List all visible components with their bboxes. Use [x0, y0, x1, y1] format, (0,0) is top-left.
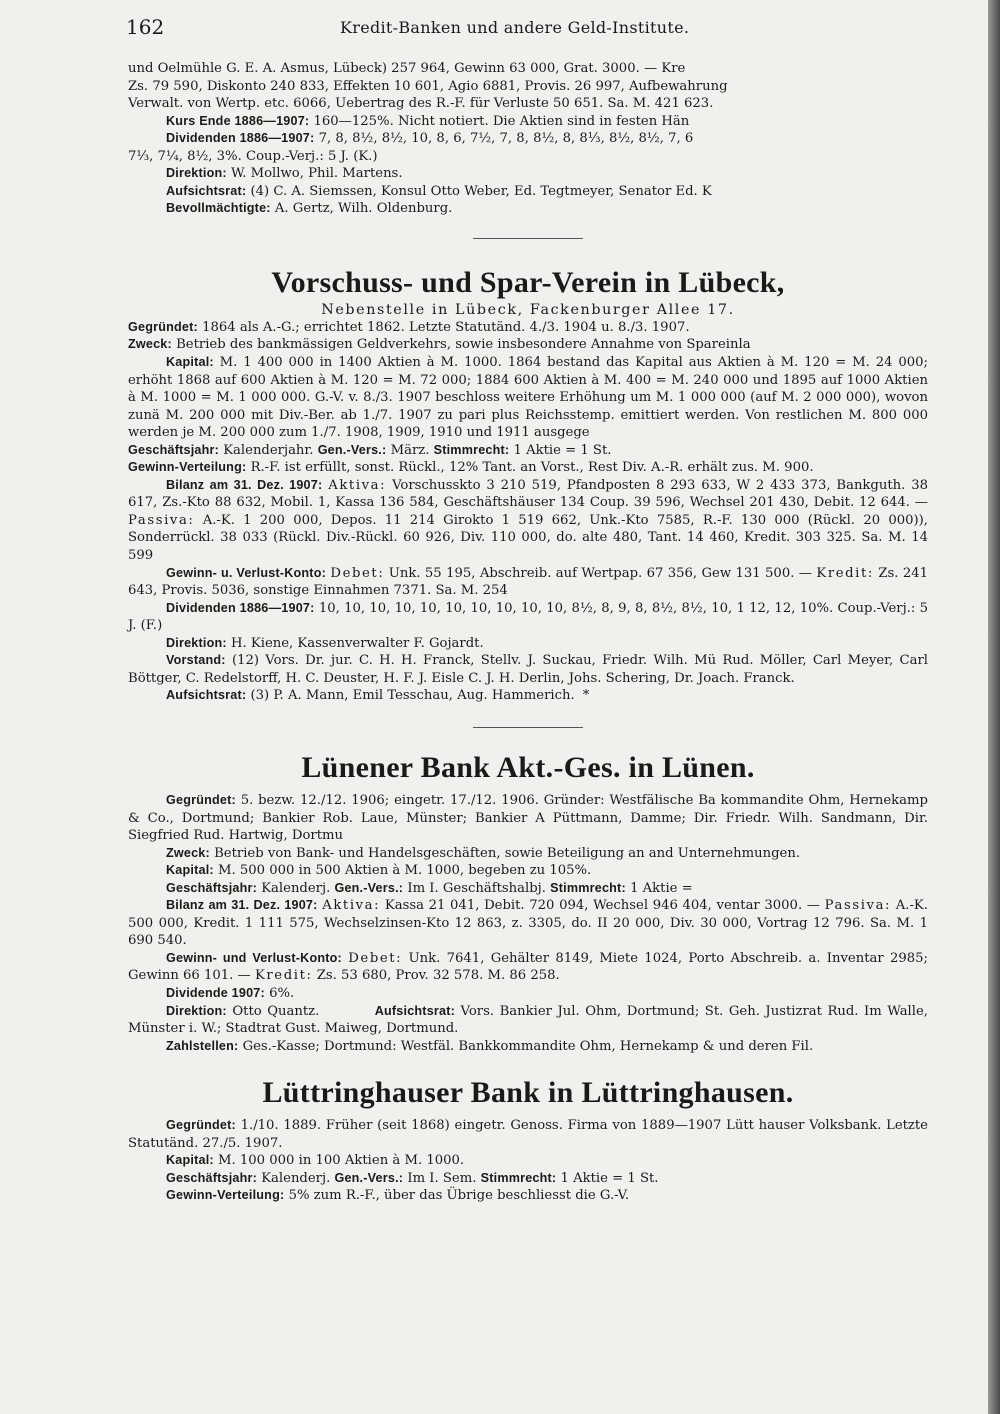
- aufsichtsrat-label: Aufsichtsrat:: [166, 688, 247, 703]
- dividenden-label: Dividenden 1886—1907:: [166, 600, 315, 615]
- dividende-label: Dividende 1907:: [166, 985, 265, 1000]
- geschaeftsjahr-line: [128, 1170, 928, 1188]
- entry-title: Vorschuss- und Spar-Verein in Lübeck,: [271, 265, 785, 299]
- zweck-label: Zweck:: [128, 337, 172, 352]
- aufsichtsrat-text: (3) P. A. Mann, Emil Tesschau, Aug. Hammerich.: [250, 688, 575, 704]
- section-gap: [128, 1055, 928, 1075]
- kapital-line: [128, 354, 928, 442]
- page-number: 162: [126, 15, 165, 39]
- gewinnverteilung-text: 5% zum R.-F., über das Übrige beschliesst die G.-V.: [288, 1188, 630, 1204]
- stimmrecht-label: Stimmrecht:: [480, 1170, 557, 1185]
- kurs-text: 160—125%. Nicht notiert. Die Aktien sind in festen Hän: [313, 113, 690, 129]
- bilanz-line: [128, 477, 928, 565]
- dividends-line: [128, 130, 928, 148]
- aufsichtsrat-label: Aufsichtsrat:: [374, 1003, 455, 1018]
- running-title: Kredit-Banken und andere Geld-Institute.: [340, 18, 690, 37]
- direktion-text: Otto Quantz.: [232, 1003, 320, 1019]
- direktion-label: Direktion:: [166, 635, 227, 650]
- kapital-text: M. 1 400 000 in 1400 Aktien à M. 1000. 1864 bestand das Kapital aus Aktien à M. 120 = M. 24 000; erhöht 1868 auf 600 Aktien à M. 120 = M. 72 000; 1884 600 Aktien à M. 400 = M. 240 000 und 1895 auf 1000 Aktien à M. 1000 = M. 1 000 000. G.-V. v. 8./3. 1907 beschloss weitere Erhöhung um M. 1 000 000 (auf M. 2 000 000), wovon zunä M. 200 000 mit Div.-Ber. ab 1./7. 1907 zu pari plus Reichsstemp. emittiert werden. Von restlichen M. 800 000 werden je M. 200 000 zum 1./7. 1908, 1909, 1910 und 1911 ausgege: [128, 355, 928, 441]
- passiva-label: Passiva:: [824, 898, 892, 914]
- zweck-line: [128, 845, 928, 863]
- direktion-line: [128, 165, 928, 183]
- zweck-label: Zweck:: [166, 845, 210, 860]
- passiva-label: Passiva:: [128, 512, 195, 528]
- genvers-label: Gen.-Vers.:: [317, 442, 387, 457]
- aufsichtsrat-text: Vors. Bankier Jul. Ohm, Dortmund; St. Geh. Justizrat Rud. Im Walle, Münster i. W.; Stadtrat Gust. Maiweg, Dortmund.: [128, 1003, 928, 1037]
- aufsichtsrat-line: [128, 687, 928, 705]
- kapital-label: Kapital:: [166, 863, 214, 878]
- zahlstellen-text: Ges.-Kasse; Dortmund: Westfäl. Bankkommandite Ohm, Hernekamp & und deren Fil.: [242, 1038, 814, 1054]
- guv-kredit-text: Zs. 241 643, Provis. 5036, sonstige Einnahmen 7371. Sa. M. 254: [128, 565, 929, 599]
- bilanz-line: [128, 897, 928, 950]
- genvers-label: Gen.-Vers.:: [334, 1170, 404, 1185]
- continuation-text-3: Verwalt. von Wertp. etc. 6066, Uebertrag des R.-F. für Verluste 50 651. Sa. M. 421 623.: [128, 96, 714, 112]
- gegruendet-line: [128, 1117, 928, 1152]
- genvers-text: Im I. Sem.: [407, 1170, 477, 1186]
- dividenden-line: [128, 600, 928, 635]
- kapital-label: Kapital:: [166, 355, 214, 370]
- bevollmaechtigte-text: A. Gertz, Wilh. Oldenburg.: [274, 201, 453, 217]
- bilanz-passiva-text: A.-K. 500 000, Kredit. 1 111 575, Wechselzinsen-Kto 12 863, z. 3305, do. II 20 000, Div. 30 000, Vortrag 12 796. Sa. M. 1 690 540.: [128, 898, 928, 949]
- geschaeftsjahr-label: Geschäftsjahr:: [166, 1170, 257, 1185]
- bilanz-label: Bilanz am 31. Dez. 1907:: [166, 898, 318, 913]
- direktion-line: [128, 1003, 928, 1038]
- guv-line: [128, 565, 928, 600]
- aufsichtsrat-text: (4) C. A. Siemssen, Konsul Otto Weber, Ed. Tegtmeyer, Senator Ed. K: [250, 183, 712, 199]
- continuation-text-2: Zs. 79 590, Diskonto 240 833, Effekten 10 601, Agio 6881, Provis. 26 997, Aufbewahrung: [128, 78, 728, 94]
- aufsichtsrat-line: [128, 183, 928, 201]
- geschaeftsjahr-text: Kalenderj.: [261, 1170, 331, 1186]
- gegruendet-label: Gegründet:: [166, 1118, 236, 1133]
- geschaeftsjahr-text: Kalenderj.: [261, 880, 331, 896]
- dividends-label: Dividenden 1886—1907:: [166, 131, 315, 146]
- gewinnverteilung-text: R.-F. ist erfüllt, sonst. Rückl., 12% Tant. an Vorst., Rest Div. A.-R. erhält zus. M. 900.: [250, 460, 814, 476]
- guv-debet-text: Unk. 55 195, Abschreib. auf Wertpap. 67 356, Gew 131 500. —: [388, 565, 812, 581]
- stimmrecht-text: 1 Aktie = 1 St.: [513, 442, 612, 458]
- kurs-label: Kurs Ende 1886—1907:: [166, 113, 310, 128]
- guv-debet-text: Unk. 7641, Gehälter 8149, Miete 1024, Porto Abschreib. a. Inventar 2985; Gewinn 66 101. —: [128, 950, 928, 984]
- bilanz-aktiva-text: Kassa 21 041, Debit. 720 094, Wechsel 946 404, ventar 3000. —: [384, 898, 820, 914]
- bilanz-passiva-text: A.-K. 1 200 000, Depos. 11 214 Girokto 1 519 662, Unk.-Kto 7585, R.-F. 130 000 (Rückl. 20 000)), Sonderrückl. 38 033 (Rückl. Div.-Rückl. 60 926, Div. 110 000, do. alte 480, Tant. 14 460, Kredit. 303 325. Sa. M. 14 599: [128, 512, 928, 564]
- kredit-label: Kredit:: [816, 565, 874, 581]
- stimmrecht-text: 1 Aktie =: [630, 880, 693, 896]
- guv-label: Gewinn- und Verlust-Konto:: [166, 950, 342, 965]
- direktion-text: W. Mollwo, Phil. Martens.: [230, 166, 403, 182]
- kapital-text: M. 100 000 in 100 Aktien à M. 1000.: [217, 1153, 465, 1169]
- aktiva-label: Aktiva:: [322, 898, 381, 914]
- dividends-line-2: 7⅓, 7¼, 8½, 3%. Coup.-Verj.: 5 J. (K.): [128, 148, 378, 164]
- kapital-text: M. 500 000 in 500 Aktien à M. 1000, begeben zu 105%.: [217, 863, 592, 879]
- debet-label: Debet:: [348, 950, 403, 966]
- kapital-line: [128, 862, 928, 880]
- entry-title: Lüttringhauser Bank in Lüttringhausen.: [262, 1076, 794, 1110]
- zahlstellen-label: Zahlstellen:: [166, 1038, 239, 1053]
- bilanz-aktiva-text: Vorschusskto 3 210 519, Pfandposten 8 293 633, W 2 433 373, Bankguth. 38 617, Zs.-Kto 88 632, Mobil. 1, Kassa 136 584, Geschäftshäuser 134 Coup. 39 596, Wechsel 201 430, Debit. 12 644. —: [128, 477, 928, 511]
- guv-kredit-text: Zs. 53 680, Prov. 32 578. M. 86 258.: [316, 968, 560, 984]
- dividende-line: [128, 985, 928, 1003]
- stimmrecht-label: Stimmrecht:: [550, 880, 626, 895]
- genvers-text: Im I. Geschäftshalbj.: [407, 880, 546, 896]
- dividende-text: 6%.: [269, 985, 295, 1001]
- zweck-text: Betrieb des bankmässigen Geldverkehrs, sowie insbesondere Annahme von Spareinla: [176, 337, 751, 353]
- gewinnverteilung-label: Gewinn-Verteilung:: [128, 460, 247, 475]
- stimmrecht-text: 1 Aktie = 1 St.: [560, 1170, 659, 1186]
- page-header: [0, 16, 988, 40]
- aufsichtsrat-label: Aufsichtsrat:: [166, 183, 247, 198]
- geschaeftsjahr-label: Geschäftsjahr:: [166, 880, 257, 895]
- geschaeftsjahr-line: [128, 442, 928, 460]
- gegruendet-line: [128, 319, 928, 337]
- aktiva-label: Aktiva:: [328, 477, 387, 493]
- debet-label: Debet:: [330, 565, 385, 581]
- direktion-line: [128, 635, 928, 653]
- vorstand-line: [128, 652, 928, 687]
- bevollmaechtigte-line: [128, 200, 928, 218]
- dividends-text: 7, 8, 8½, 8½, 10, 8, 6, 7½, 7, 8, 8½, 8, 8⅓, 8½, 8½, 7, 6: [318, 131, 694, 147]
- zahlstellen-line: [128, 1038, 928, 1056]
- gegruendet-text: 1./10. 1889. Früher (seit 1868) eingetr. Genoss. Firma von 1889—1907 Lütt hauser Volksbank. Letzte Statutänd. 27./5. 1907.: [128, 1118, 928, 1151]
- page-content: [128, 60, 928, 1205]
- gegruendet-text: 1864 als A.-G.; errichtet 1862. Letzte Statutänd. 4./3. 1904 u. 8./3. 1907.: [202, 319, 690, 335]
- asterisk-mark: *: [582, 688, 590, 704]
- direktion-label: Direktion:: [166, 1003, 227, 1018]
- entry-title: Lünener Bank Akt.-Ges. in Lünen.: [301, 750, 755, 784]
- geschaeftsjahr-line: [128, 880, 928, 898]
- geschaeftsjahr-label: Geschäftsjahr:: [128, 442, 219, 457]
- page-edge-shadow: [988, 0, 1000, 1414]
- guv-label: Gewinn- u. Verlust-Konto:: [166, 565, 326, 580]
- genvers-label: Gen.-Vers.:: [334, 880, 404, 895]
- section-divider: [473, 727, 583, 728]
- gegruendet-text: 5. bezw. 12./12. 1906; eingetr. 17./12. 1906. Gründer: Westfälische Ba kommandite Ohm, Hernekamp & Co., Dortmund; Bankier Rob. Laue, Münster; Bankier A Püttmann, Damme; Dir. Friedr. Wilh. Sandmann, Dir. Siegfried Rud. Hartwig, Dortmu: [128, 792, 928, 844]
- vorstand-text: (12) Vors. Dr. jur. C. H. H. Franck, Stellv. J. Suckau, Friedr. Wilh. Mü Rud. Möller, Carl Meyer, Carl Böttger, C. Redelstorff, H. C. Deuster, H. F. J. Eisle C. J. H. Derlin, Johs. Schering, Dr. Joach. Franck.: [128, 653, 928, 686]
- kapital-line: [128, 1152, 928, 1170]
- geschaeftsjahr-text: Kalenderjahr.: [223, 442, 314, 458]
- zweck-text: Betrieb von Bank- und Handelsgeschäften, sowie Beteiligung an and Unternehmungen.: [214, 845, 801, 861]
- zweck-line: [128, 336, 928, 354]
- gegruendet-label: Gegründet:: [128, 319, 198, 334]
- entry-luenener-bank: [128, 750, 928, 1055]
- section-divider: [473, 238, 583, 239]
- continuation-text-1: und Oelmühle G. E. A. Asmus, Lübeck) 257 964, Gewinn 63 000, Grat. 3000. — Kre: [128, 61, 686, 76]
- gewinnverteilung-line: [128, 459, 928, 477]
- bevollmaechtigte-label: Bevollmächtigte:: [166, 201, 271, 216]
- genvers-text: März.: [390, 442, 430, 458]
- vorstand-label: Vorstand:: [166, 653, 226, 668]
- dividenden-text: 10, 10, 10, 10, 10, 10, 10, 10, 10, 10, 8½, 8, 9, 8, 8½, 8½, 10, 1 12, 12, 10%. Coup.-Verj.: 5 J. (F.): [128, 600, 928, 634]
- direktion-label: Direktion:: [166, 166, 227, 181]
- stimmrecht-label: Stimmrecht:: [433, 442, 510, 457]
- entry-luettringhauser-bank: [128, 1075, 928, 1205]
- gewinnverteilung-label: Gewinn-Verteilung:: [166, 1188, 285, 1203]
- kapital-label: Kapital:: [166, 1153, 214, 1168]
- kurs-line: [128, 113, 928, 131]
- continuation-entry: [128, 60, 928, 218]
- kredit-label: Kredit:: [254, 968, 313, 984]
- gegruendet-label: Gegründet:: [166, 792, 236, 807]
- gewinnverteilung-line: [128, 1187, 928, 1205]
- guv-line: [128, 950, 928, 985]
- entry-vorschuss-verein: [128, 265, 928, 705]
- entry-subtitle: Nebenstelle in Lübeck, Fackenburger Allee 17.: [321, 301, 735, 318]
- gegruendet-line: [128, 792, 928, 845]
- bilanz-label: Bilanz am 31. Dez. 1907:: [166, 477, 323, 492]
- direktion-text: H. Kiene, Kassenverwalter F. Gojardt.: [230, 635, 484, 651]
